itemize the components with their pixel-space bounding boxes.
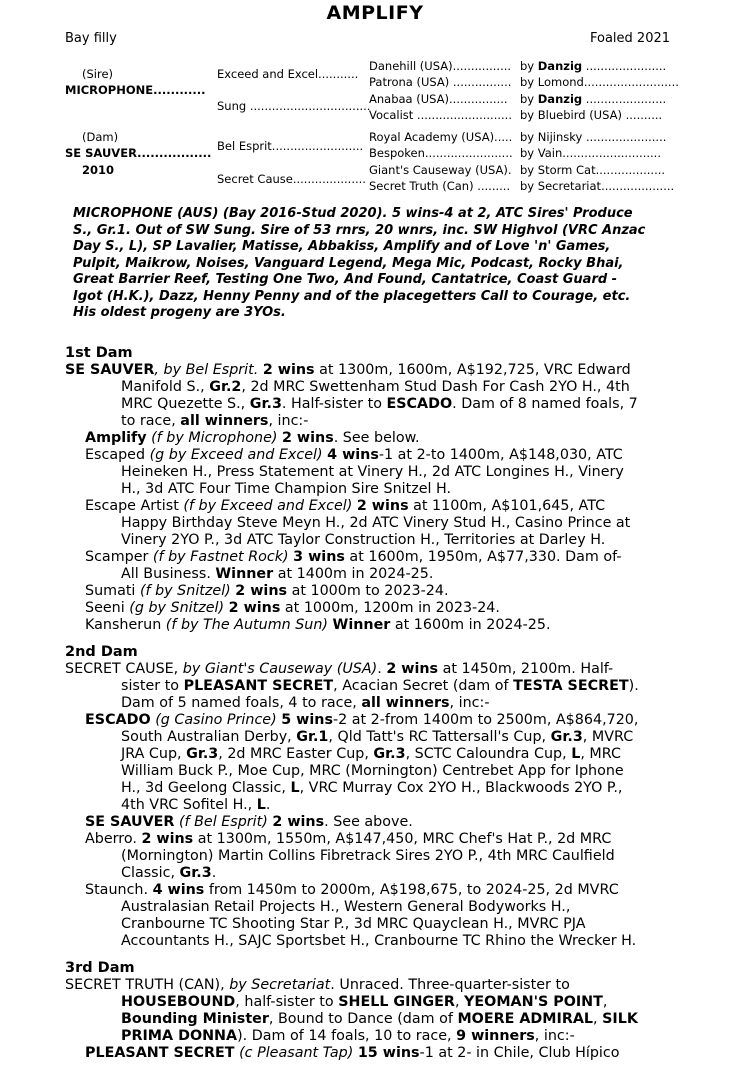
second-dam-section: 2nd Dam SECRET CAUSE, by Giant's Causeway (USA). 2 wins at 1450m, 2100m. Half- sister to PLEASANT SECRET, Acacian Secret (dam of TESTA SECRET). Dam of 5 named foals, 4 to race, all winners, inc:- ESCADO (g Casino Prince) 5 wins-2 at 2-from 1400m to 2500m, A$864,720, South Australian Derby, Gr.1, Qld Tatt's RC Tattersall's Cup, Gr.3, MVRC JRA Cup, Gr.3, 2d MRC Easter Cup, Gr.3, SCTC Caloundra Cup, L, MRC William Buck P., Moe Cup, MRC (Mornington) Centrebet App for Iphone H., 3d Geelong Classic, L, VRC Murray Cox 2YO H., Blackwoods 2YO P., 4th VRC Sofitel H., L. SE SAUVER (f Bel Esprit) 2 wins. See above. Aberro. 2 wins at 1300m, 1550m, A$147,450, MRC Chef's Hat P., 2d MRC (Mornington) Martin Collins Fibretrack Sires 2YO P., 4th MRC Caulfield Classic, Gr.3. Staunch. 4 wins from 1450m to 2000m, A$198,675, to 2024-25, 2d MVRC Australasian Retail Projects H., Western General Bodyworks H., Cranbourne TC Shooting Star P., 3d MRC Quayclean H., MVRC PJA Accountants H., SAJC Sportsbet H., Cranbourne TC Rhino the Wrecker H. [65,644,675,950]
sire-label: (Sire) [82,67,114,81]
list-item: Escaped (g by Exceed and Excel) 4 wins-1 at 2-to 1400m, A$148,030, ATC [85,447,623,463]
gen4-2: by Lomond.......................... [520,75,679,89]
third-dam-heading: 3rd Dam [65,960,135,976]
granddam-sire-side: Sung ................................. [217,99,371,113]
gen4-3: by Danzig ...................... [520,92,667,106]
gen3-7: Giant's Causeway (USA). [369,163,512,177]
second-dam-heading: 2nd Dam [65,644,138,660]
gen4-8: by Secretariat.................... [520,179,675,193]
foaled-year: Foaled 2021 [590,31,671,46]
gen3-2: Patrona (USA) ................ [369,75,512,89]
horse-sex-color: Bay filly [65,31,117,46]
gen4-7: by Storm Cat................... [520,163,666,177]
gen4-5: by Nijinsky ...................... [520,130,667,144]
gen3-6: Bespoken........................ [369,146,513,160]
gen3-5: Royal Academy (USA)..... [369,130,513,144]
list-item: Staunch. 4 wins from 1450m to 2000m, A$198,675, to 2024-25, 2d MVRC [85,882,619,898]
sire-summary: MICROPHONE (AUS) (Bay 2016-Stud 2020). 5 wins-4 at 2, ATC Sires' Produce S., Gr.1. Out of SW Sung. Sire of 53 rnrs, 20 wnrs, inc. SW Highvol (VRC Anzac Day S., L), SP Lavalier, Matisse, Abbakiss, Amplify and of Love 'n' Games, Pulpit, Maikrow, Noises, Vanguard Legend, Mega Mic, Podcast, Rocky Bhai, Great Barrier Reef, Testing One Two, And Found, Cantatrice, Coast Guard - Igot (H.K.), Dazz, Henny Penny and of the placegetters Call to Courage, etc. His oldest progeny are 3YOs. [73,206,646,320]
gen3-8: Secret Truth (Can) ......... [369,179,511,193]
list-item: Amplify (f by Microphone) 2 wins. See below. [85,430,420,446]
dam-year: 2010 [82,163,115,177]
grandsire: Exceed and Excel........... [217,67,359,81]
gen3-1: Danehill (USA)................ [369,59,512,73]
list-item: ESCADO (g Casino Prince) 5 wins-2 at 2-from 1400m to 2500m, A$864,720, [85,712,639,728]
grandsire-dam-side: Bel Esprit......................... [217,139,364,153]
granddam-dam-side: Secret Cause.................... [217,172,366,186]
gen4-6: by Vain........................... [520,146,661,160]
sire-name: MICROPHONE............ [65,83,206,97]
dam-label: (Dam) [82,130,119,144]
third-dam-section: 3rd Dam SECRET TRUTH (CAN), by Secretariat. Unraced. Three-quarter-sister to HOUSEBOUND, half-sister to SHELL GINGER, YEOMAN'S POINT, Bounding Minister, Bound to Dance (dam of MOERE ADMIRAL, SILK PRIMA DONNA). Dam of 14 foals, 10 to race, 9 winners, inc:- PLEASANT SECRET (c Pleasant Tap) 15 wins-1 at 2- in Chile, Club Hípico [65,960,675,1062]
list-item: PLEASANT SECRET (c Pleasant Tap) 15 wins-1 at 2- in Chile, Club Hípico [85,1045,620,1061]
first-dam-section: 1st Dam SE SAUVER, by Bel Esprit. 2 wins at 1300m, 1600m, A$192,725, VRC Edward Manifold S., Gr.2, 2d MRC Swettenham Stud Dash For Cash 2YO H., 4th MRC Quezette S., Gr.3. Half-sister to ESCADO. Dam of 8 named foals, 7 to race, all winners, inc:- Amplify (f by Microphone) 2 wins. See below. Escaped (g by Exceed and Excel) 4 wins-1 at 2-to 1400m, A$148,030, ATC Heineken H., Press Statement at Vinery H., 2d ATC Longines H., Vinery H., 3d ATC Four Time Champion Sire Snitzel H. Escape Artist (f by Exceed and Excel) 2 wins at 1100m, A$101,645, ATC Happy Birthday Steve Meyn H., 2d ATC Vinery Stud H., Casino Prince at Vinery 2YO P., 3d ATC Taylor Construction H., Territories at Darley H. Scamper (f by Fastnet Rock) 3 wins at 1600m, 1950m, A$77,330. Dam of- All Business. Winner at 1400m in 2024-25. Sumati (f by Snitzel) 2 wins at 1000m to 2023-24. Seeni (g by Snitzel) 2 wins at 1000m, 1200m in 2023-24. Kansherun (f by The Autumn Sun) Winner at 1600m in 2024-25. [65,345,675,634]
gen3-3: Anabaa (USA)................ [369,92,508,106]
dam-name: SE SAUVER................. [65,146,212,160]
gen4-4: by Bluebird (USA) .......... [520,108,663,122]
first-dam-heading: 1st Dam [65,345,133,361]
list-item: Kansherun (f by The Autumn Sun) Winner at 1600m in 2024-25. [85,617,551,633]
list-item: Aberro. 2 wins at 1300m, 1550m, A$147,450, MRC Chef's Hat P., 2d MRC [85,831,612,847]
list-item: Escape Artist (f by Exceed and Excel) 2 wins at 1100m, A$101,645, ATC [85,498,606,514]
list-item: Scamper (f by Fastnet Rock) 3 wins at 1600m, 1950m, A$77,330. Dam of- [85,549,622,565]
horse-title: AMPLIFY [326,2,424,24]
list-item: Sumati (f by Snitzel) 2 wins at 1000m to 2023-24. [85,583,449,599]
gen3-4: Vocalist .......................... [369,108,512,122]
list-item: Seeni (g by Snitzel) 2 wins at 1000m, 1200m in 2023-24. [85,600,500,616]
gen4-1: by Danzig ...................... [520,59,667,73]
list-item: SE SAUVER (f Bel Esprit) 2 wins. See above. [85,814,413,830]
